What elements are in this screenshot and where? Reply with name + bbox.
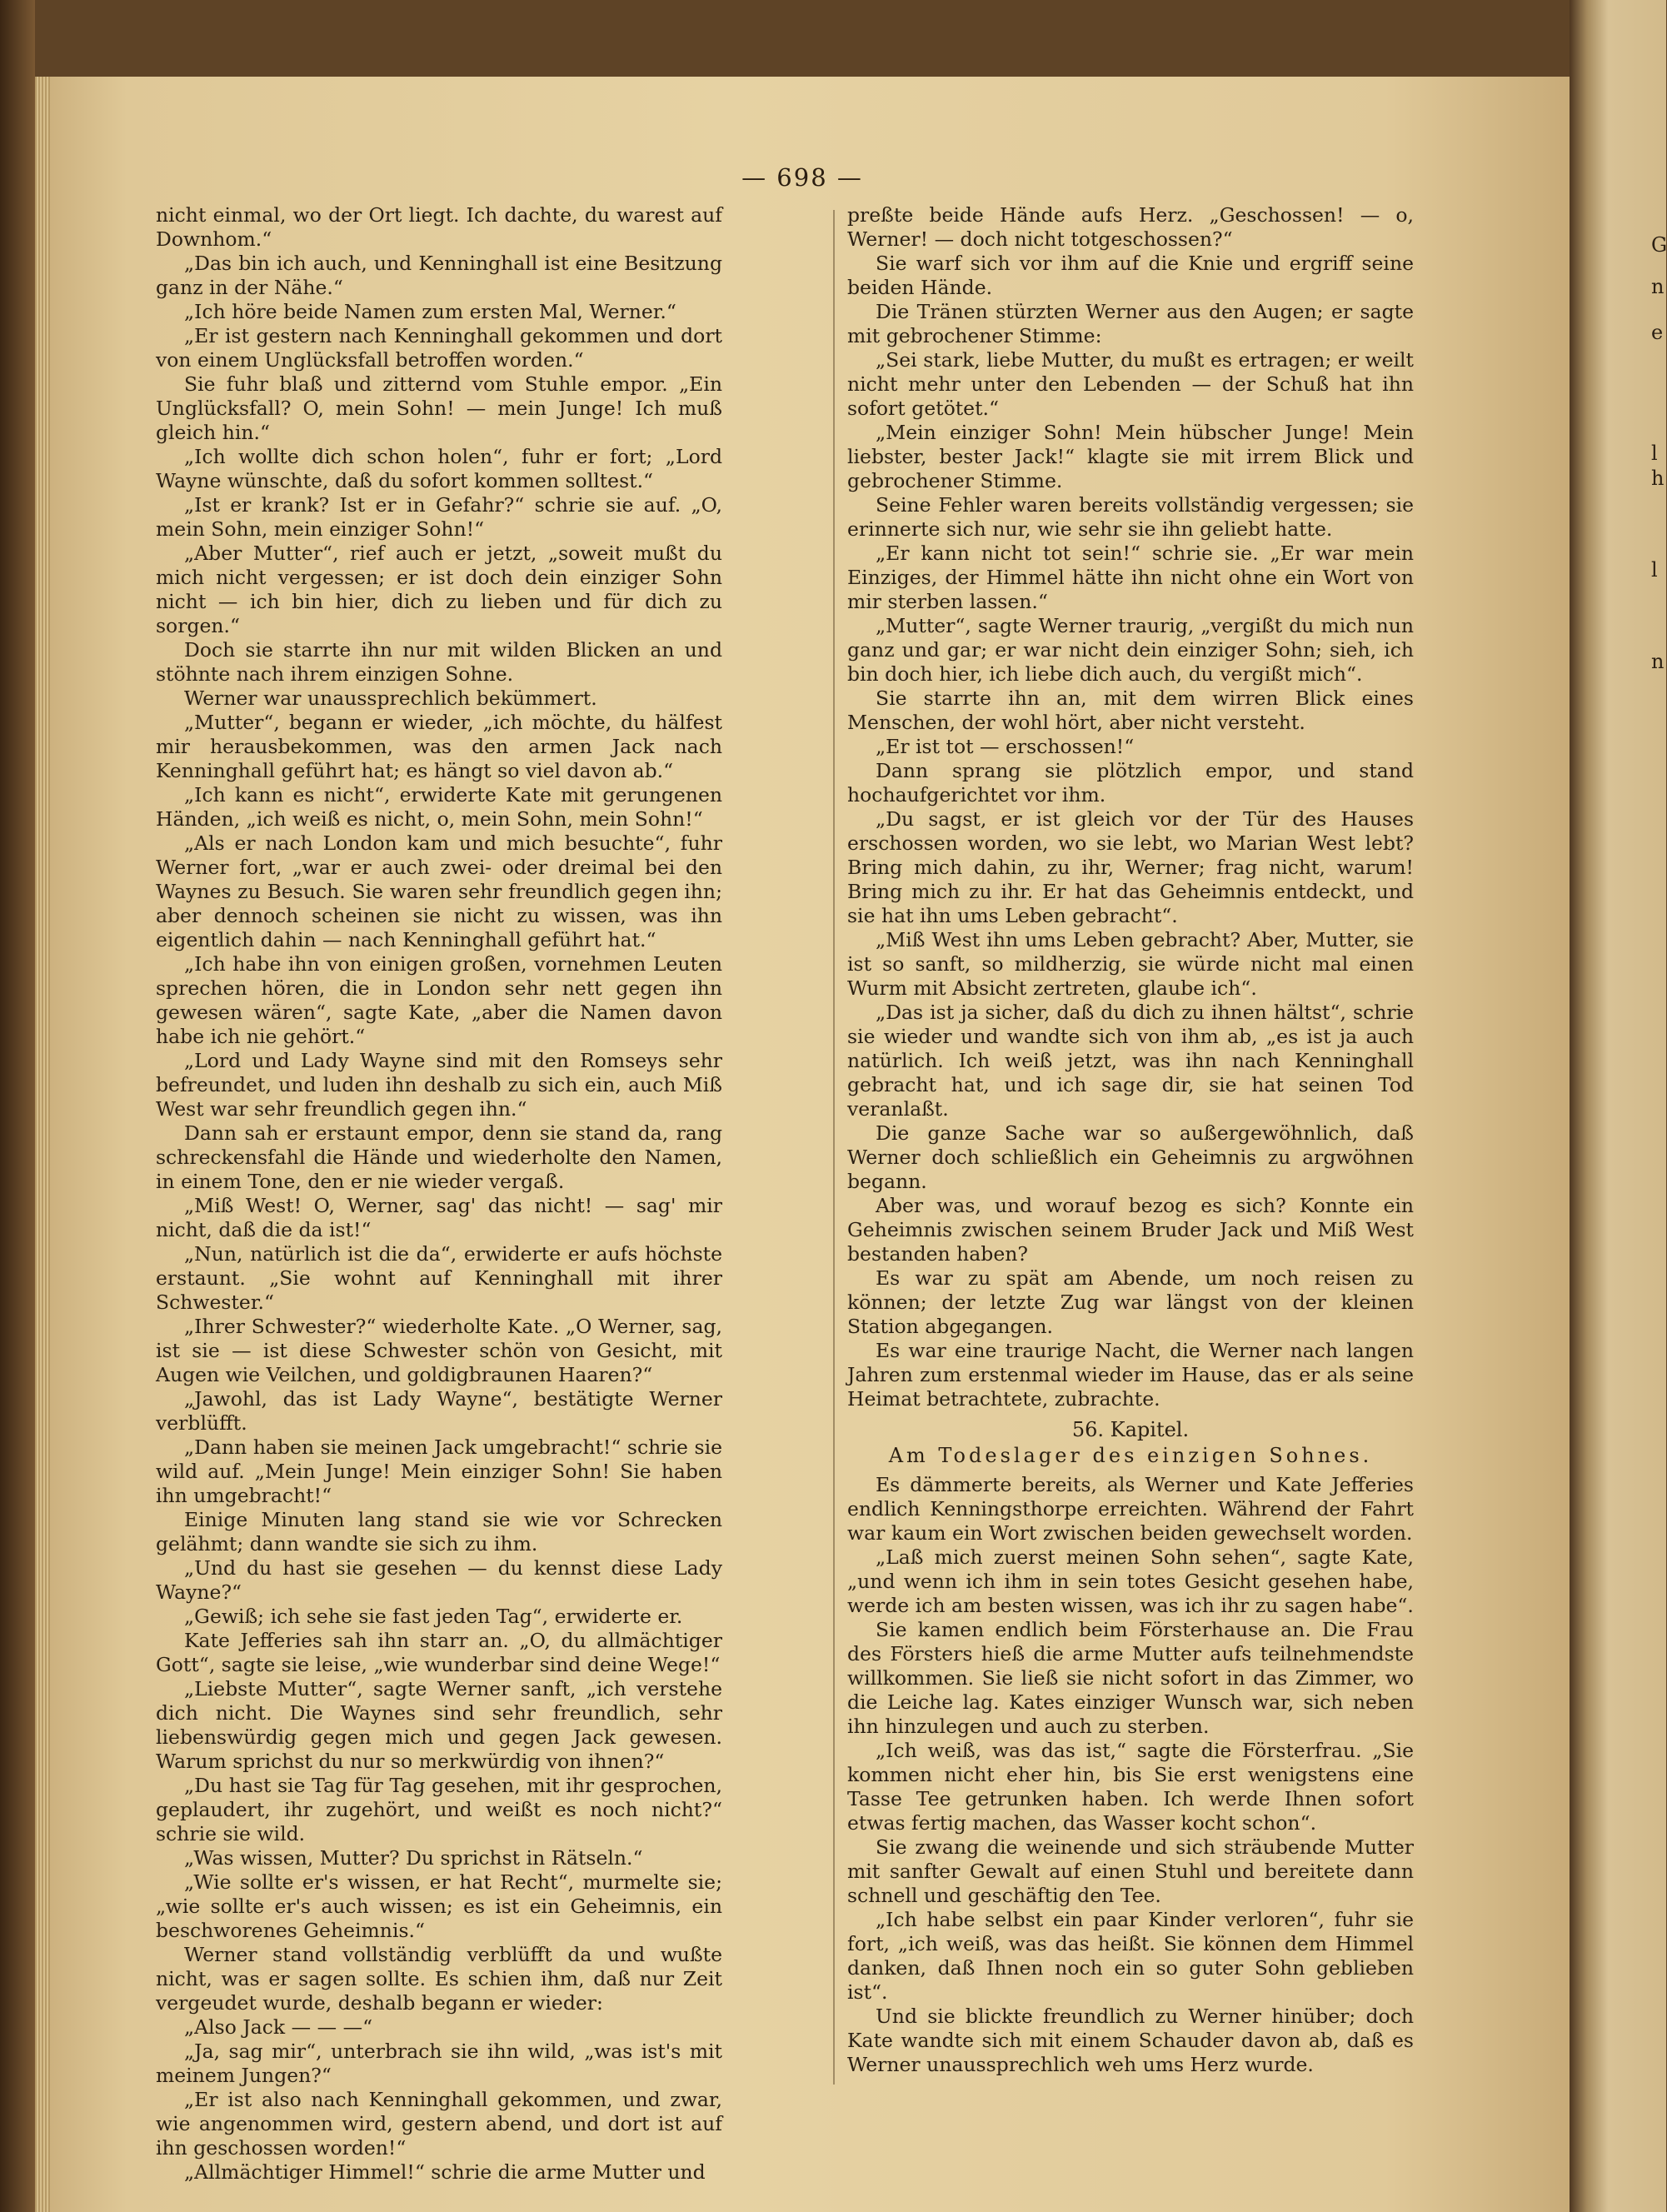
paragraph: „Dann haben sie meinen Jack umgebracht!“ schrie sie wild auf. „Mein Junge! Mein einziger Sohn! Sie haben ihn umgebracht!“	[156, 1436, 722, 1507]
paragraph: „Was wissen, Mutter? Du sprichst in Rätseln.“	[184, 1846, 643, 1870]
paragraph: „Ihrer Schwester?“ wiederholte Kate. „O Werner, sag, ist sie — ist diese Schwester schön von Gesicht, mit Augen wie Veilchen, und goldigbraunen Haaren?“	[156, 1315, 722, 1386]
next-page-edge	[1570, 0, 1666, 2212]
paragraph: Und sie blickte freundlich zu Werner hinüber; doch Kate wandte sich mit einem Schauder davon ab, daß es Werner unaussprechlich weh ums Herz wurde.	[847, 2005, 1414, 2076]
paragraph: Die ganze Sache war so außergewöhnlich, daß Werner doch schließlich ein Geheimnis zu argwöhnen begann.	[847, 1121, 1414, 1193]
next-page-letter: n	[1651, 650, 1665, 673]
paragraph: Seine Fehler waren bereits vollständig vergessen; sie erinnerte sich nur, wie sehr sie ihn geliebt hatte.	[847, 493, 1414, 541]
paragraph: „Jawohl, das ist Lady Wayne“, bestätigte Werner verblüfft.	[156, 1387, 722, 1435]
chapter-title: 56. Kapitel.	[1071, 1418, 1190, 1441]
paragraph: „Liebste Mutter“, sagte Werner sanft, „ich verstehe dich nicht. Die Waynes sind sehr freundlich, sehr liebenswürdig gegen mich und gegen Jack gewesen. Warum sprichst du nur so merkwürdig von ihnen?“	[156, 1677, 722, 1773]
paragraph: Die Tränen stürzten Werner aus den Augen; er sagte mit gebrochener Stimme:	[847, 300, 1414, 347]
paragraph: „Aber Mutter“, rief auch er jetzt, „soweit mußt du mich nicht vergessen; er ist doch dein einziger Sohn nicht — ich bin hier, dich zu lieben und für dich zu sorgen.“	[156, 542, 722, 637]
paragraph: „Gewiß; ich sehe sie fast jeden Tag“, erwiderte er.	[184, 1605, 683, 1628]
paragraph: „Ich weiß, was das ist,“ sagte die Försterfrau. „Sie kommen nicht eher hin, bis Sie erst wenigstens eine Tasse Tee getrunken haben. Ich werde Ihnen sofort etwas fertig machen, das Wasser kocht schon“.	[847, 1739, 1414, 1835]
paragraph: preßte beide Hände aufs Herz. „Geschossen! — o, Werner! — doch nicht totgeschossen?“	[847, 203, 1414, 251]
paragraph: Aber was, und worauf bezog es sich? Konnte ein Geheimnis zwischen seinem Bruder Jack und Miß West bestanden haben?	[847, 1194, 1414, 1266]
paragraph: „Ich wollte dich schon holen“, fuhr er fort; „Lord Wayne wünschte, daß du sofort kommen solltest.“	[156, 445, 722, 492]
paragraph: Doch sie starrte ihn nur mit wilden Blicken an und stöhnte nach ihrem einzigen Sohne.	[156, 638, 722, 686]
paragraph: „Er kann nicht tot sein!“ schrie sie. „Er war mein Einziges, der Himmel hätte ihn nicht ohne ein Wort von mir sterben lassen.“	[847, 542, 1414, 613]
paragraph: „Nun, natürlich ist die da“, erwiderte er aufs höchste erstaunt. „Sie wohnt auf Kenninghall mit ihrer Schwester.“	[156, 1242, 722, 1314]
page-edge	[35, 77, 50, 2212]
right-column-part-2	[847, 1473, 1414, 2077]
paragraph: „Ich habe selbst ein paar Kinder verloren“, fuhr sie fort, „ich weiß, was das heißt. Sie können dem Himmel danken, daß Ihnen noch ein so guter Sohn geblieben ist“.	[847, 1908, 1414, 2004]
paragraph: „Mutter“, sagte Werner traurig, „vergißt du mich nun ganz und gar; er war nicht dein einziger Sohn; sieh, ich bin doch hier, ich liebe dich auch, du vergißt mich“.	[847, 614, 1414, 686]
paragraph: „Also Jack — — —“	[184, 2015, 373, 2039]
paragraph: „Laß mich zuerst meinen Sohn sehen“, sagte Kate, „und wenn ich ihm in sein totes Gesicht gesehen habe, werde ich am besten wissen, was ich ihr zu sagen habe“.	[847, 1545, 1414, 1617]
next-page-letter: G	[1651, 233, 1667, 257]
paragraph: Es dämmerte bereits, als Werner und Kate Jefferies endlich Kenningsthorpe erreichten. Während der Fahrt war kaum ein Wort zwischen beiden gewechselt worden.	[847, 1473, 1414, 1545]
paragraph: „Miß West! O, Werner, sag' das nicht! — sag' mir nicht, daß die da ist!“	[156, 1194, 722, 1241]
paragraph: „Lord und Lady Wayne sind mit den Romseys sehr befreundet, und luden ihn deshalb zu sich ein, auch Miß West war sehr freundlich gegen ihn.“	[156, 1049, 722, 1121]
book-spine	[0, 0, 35, 2212]
paragraph: „Ja, sag mir“, unterbrach sie ihn wild, „was ist's mit meinem Jungen?“	[156, 2040, 722, 2087]
paragraph: „Ist er krank? Ist er in Gefahr?“ schrie sie auf. „O, mein Sohn, mein einziger Sohn!“	[156, 493, 722, 541]
paragraph: „Wie sollte er's wissen, er hat Recht“, murmelte sie; „wie sollte er's auch wissen; es ist ein Geheimnis, ein beschworenes Geheimnis.“	[156, 1870, 722, 1942]
next-page-letter: h	[1651, 467, 1665, 490]
paragraph: Sie fuhr blaß und zitternd vom Stuhle empor. „Ein Unglücksfall? O, mein Sohn! — mein Junge! Ich muß gleich hin.“	[156, 372, 722, 444]
paragraph: nicht einmal, wo der Ort liegt. Ich dachte, du warest auf Downhom.“	[156, 203, 722, 251]
paragraph: „Du sagst, er ist gleich vor der Tür des Hauses erschossen worden, wo sie lebt, wo Marian West lebt? Bring mich dahin, zu ihr, Werner; frag nicht, warum! Bring mich zu ihr. Er hat das Geheimnis entdeckt, und sie hat ihn ums Leben gebracht“.	[847, 807, 1414, 927]
paragraph: Einige Minuten lang stand sie wie vor Schrecken gelähmt; dann wandte sie sich zu ihm.	[156, 1508, 722, 1555]
page-number: — 698 —	[741, 163, 863, 192]
paragraph: „Ich höre beide Namen zum ersten Mal, Werner.“	[184, 300, 676, 323]
paragraph: „Ich kann es nicht“, erwiderte Kate mit gerungenen Händen, „ich weiß es nicht, o, mein Sohn, mein Sohn!“	[156, 783, 722, 831]
paragraph: Sie kamen endlich beim Försterhause an. Die Frau des Försters hieß die arme Mutter aufs teilnehmendste willkommen. Sie ließ sie nicht sofort in das Zimmer, wo die Leiche lag. Kates einziger Wunsch war, sich neben ihn hinzulegen und auch zu sterben.	[847, 1618, 1414, 1738]
paragraph: „Du hast sie Tag für Tag gesehen, mit ihr gesprochen, geplaudert, ihr zugehört, und weißt es noch nicht?“ schrie sie wild.	[156, 1774, 722, 1845]
paragraph: „Das bin ich auch, und Kenninghall ist eine Besitzung ganz in der Nähe.“	[156, 252, 722, 299]
next-page-letter: l	[1651, 442, 1658, 465]
paragraph: „Er ist tot — erschossen!“	[876, 735, 1135, 758]
right-column-part-1	[847, 203, 1414, 1411]
paragraph: Werner war unaussprechlich bekümmert.	[184, 687, 597, 710]
paragraph: Werner stand vollständig verblüfft da und wußte nicht, was er sagen sollte. Es schien ihm, daß nur Zeit vergeudet wurde, deshalb begann er wieder:	[156, 1943, 722, 2015]
chapter-subtitle: Am Todeslager des einzigen Sohnes.	[888, 1444, 1373, 1467]
paragraph: „Das ist ja sicher, daß du dich zu ihnen hältst“, schrie sie wieder und wandte sich von ihm ab, „es ist ja auch natürlich. Ich weiß jetzt, was ihn nach Kenninghall gebracht hat, und ich sage dir, sie hat seinen Tod veranlaßt.	[847, 1001, 1414, 1121]
paragraph: Sie starrte ihn an, mit dem wirren Blick eines Menschen, der wohl hört, aber nicht versteht.	[847, 687, 1414, 734]
next-page-letter: e	[1651, 321, 1664, 344]
paragraph: Sie warf sich vor ihm auf die Knie und ergriff seine beiden Hände.	[847, 252, 1414, 299]
paragraph: Dann sah er erstaunt empor, denn sie stand da, rang schreckensfahl die Hände und wiederholte den Namen, in einem Tone, den er nie wieder vergaß.	[156, 1121, 722, 1193]
next-page-letter: n	[1651, 275, 1665, 298]
paragraph: „Mein einziger Sohn! Mein hübscher Junge! Mein liebster, bester Jack!“ klagte sie mit irrem Blick und gebrochener Stimme.	[847, 421, 1414, 492]
paragraph: „Allmächtiger Himmel!“ schrie die arme Mutter und	[184, 2160, 706, 2184]
paragraph: Kate Jefferies sah ihn starr an. „O, du allmächtiger Gott“, sagte sie leise, „wie wunderbar sind deine Wege!“	[156, 1629, 722, 1676]
paragraph: „Miß West ihn ums Leben gebracht? Aber, Mutter, sie ist so sanft, so mildherzig, sie würde nicht mal einen Wurm mit Absicht zertreten, glaube ich“.	[847, 928, 1414, 1000]
book-page	[35, 77, 1570, 2212]
paragraph: „Sei stark, liebe Mutter, du mußt es ertragen; er weilt nicht mehr unter den Lebenden — der Schuß hat ihn sofort getötet.“	[847, 348, 1414, 420]
paragraph: Dann sprang sie plötzlich empor, und stand hochaufgerichtet vor ihm.	[847, 759, 1414, 806]
paragraph: „Als er nach London kam und mich besuchte“, fuhr Werner fort, „war er auch zwei- oder dreimal bei den Waynes zu Besuch. Sie waren sehr freundlich gegen ihn; aber dennoch scheinen sie nicht zu wissen, was ihn eigentlich dahin — nach Kenninghall geführt hat.“	[156, 831, 722, 951]
column-rule	[833, 210, 835, 2085]
left-column	[156, 203, 722, 2184]
paragraph: Es war zu spät am Abende, um noch reisen zu können; der letzte Zug war längst von der kleinen Station abgegangen.	[847, 1266, 1414, 1338]
paragraph: „Mutter“, begann er wieder, „ich möchte, du hälfest mir herausbekommen, was den armen Jack nach Kenninghall geführt hat; es hängt so viel davon ab.“	[156, 711, 722, 782]
paragraph: „Er ist gestern nach Kenninghall gekommen und dort von einem Unglücksfall betroffen worden.“	[156, 324, 722, 372]
right-column	[847, 203, 1414, 2090]
paragraph: „Ich habe ihn von einigen großen, vornehmen Leuten sprechen hören, die in London sehr nett gegen ihn gewesen wären“, sagte Kate, „aber die Namen davon habe ich nie gehört.“	[156, 952, 722, 1048]
paragraph: Sie zwang die weinende und sich sträubende Mutter mit sanfter Gewalt auf einen Stuhl und bereitete dann schnell und geschäftig den Tee.	[847, 1835, 1414, 1907]
paragraph: „Und du hast sie gesehen — du kennst diese Lady Wayne?“	[156, 1556, 722, 1604]
paragraph: „Er ist also nach Kenninghall gekommen, und zwar, wie angenommen wird, gestern abend, und dort ist auf ihn geschossen worden!“	[156, 2088, 722, 2160]
next-page-letter: l	[1651, 558, 1658, 582]
paragraph: Es war eine traurige Nacht, die Werner nach langen Jahren zum erstenmal wieder im Hause, das er als seine Heimat betrachtete, zubrachte.	[847, 1339, 1414, 1411]
